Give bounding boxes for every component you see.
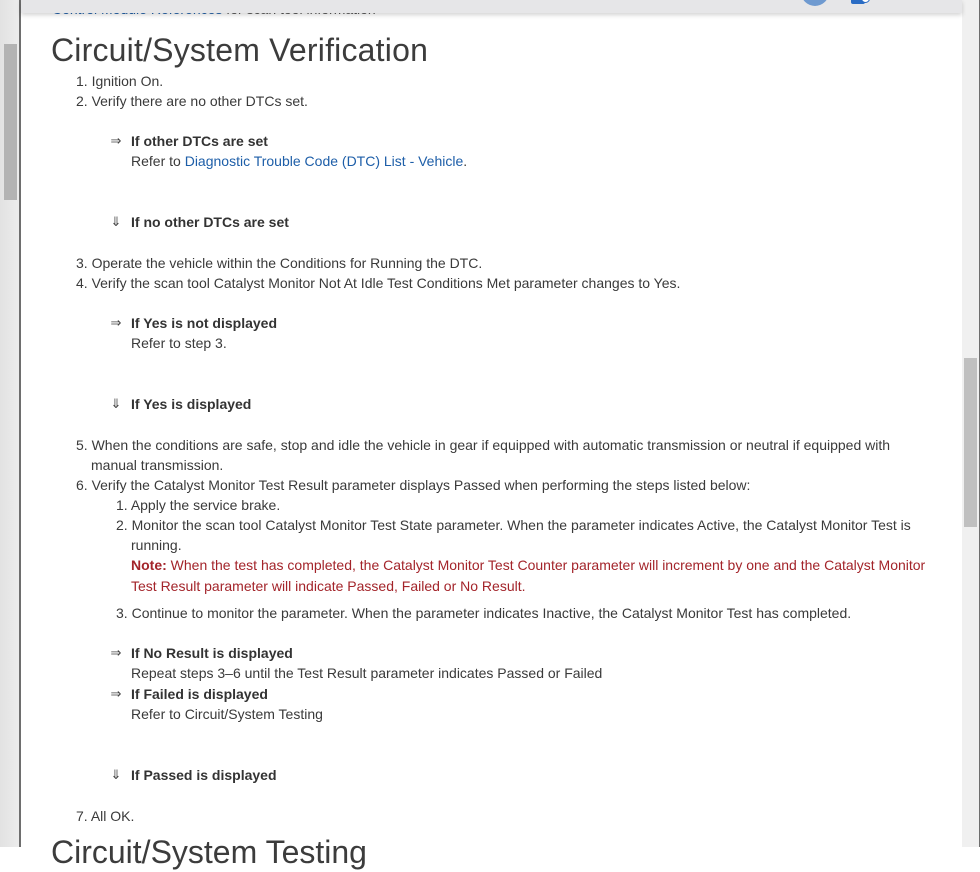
condition-prefix: Refer to [131,153,185,169]
top-header-bar [21,0,962,13]
step-7 [76,806,134,826]
condition-label: If Yes is not displayed [131,315,278,331]
condition-text: Refer to step 3. [131,335,227,351]
arrow-down-icon: ⇓ [110,396,122,411]
condition-label: If Failed is displayed [131,686,268,702]
arrow-down-icon: ⇓ [110,767,122,782]
step-number: 7. [76,808,88,824]
frame-border [19,0,21,847]
dtc-list-link[interactable]: Diagnostic Trouble Code (DTC) List - Vehicle [184,153,464,169]
substep-text: Monitor the scan tool Catalyst Monitor Test State parameter. When the parameter indicates Active, the Catalyst Monitor Test is [131,517,911,533]
condition-label: If other DTCs are set [131,133,268,149]
step-number: 3. [76,255,88,271]
condition-label: If No Result is displayed [131,645,293,661]
note-label: Note: [131,557,167,573]
step-5-continued [91,455,223,475]
section-title: Circuit/System Verification [51,32,429,68]
substep-number: 2. [116,517,128,533]
step-text: manual transmission. [91,457,224,473]
step-3 [76,253,482,273]
substep-2-continued [131,535,182,555]
arrow-down-icon: ⇓ [110,214,122,229]
step-4 [76,273,680,293]
condition-suffix: . [463,153,468,169]
note-text: When the test has completed, the Catalyst Monitor Test Counter parameter will increment by one and the Catalyst Monitor [166,557,926,573]
note-text: Test Result parameter will indicate Passed, Failed or No Result. [131,578,526,594]
condition-other-dtcs-set [110,131,468,171]
arrow-right-icon: ⇒ [110,686,122,701]
arrow-right-icon: ⇒ [110,645,122,660]
condition-yes-not-displayed [110,313,278,353]
step-text: When the conditions are safe, stop and idle the vehicle in gear if equipped with automatic transmission or neutral if equipped with [91,437,891,453]
condition-text: Refer to Circuit/System Testing [131,706,323,722]
substep-text: Continue to monitor the parameter. When the parameter indicates Inactive, the Catalyst Monitor Test has completed. [131,605,852,621]
main-content [51,30,951,70]
step-2 [76,91,308,111]
notification-icon[interactable] [851,0,865,4]
step-text: Ignition On. [91,73,164,89]
substep-text: running. [131,537,182,553]
note-continued [131,576,526,596]
note [131,555,925,575]
condition-label: If Passed is displayed [131,767,277,783]
next-section-title: Circuit/System Testing [51,834,367,870]
step-5 [76,435,890,455]
substep-number: 3. [116,605,128,621]
step-number: 4. [76,275,88,291]
arrow-right-icon: ⇒ [110,133,122,148]
substep-2 [116,515,911,535]
step-text: Verify there are no other DTCs set. [91,93,308,109]
step-text: Operate the vehicle within the Conditions for Running the DTC. [91,255,483,271]
step-text: Verify the scan tool Catalyst Monitor Not At Idle Test Conditions Met parameter changes to Yes. [91,275,681,291]
arrow-right-icon: ⇒ [110,315,122,330]
condition-yes-displayed [110,394,252,414]
condition-no-result [110,643,603,683]
step-text: All OK. [90,808,135,824]
step-number: 1. [76,73,88,89]
right-scrollbar-thumb[interactable] [964,358,977,527]
step-number: 5. [76,437,88,453]
condition-text: Repeat steps 3–6 until the Test Result parameter indicates Passed or Failed [131,665,603,681]
step-1 [76,71,163,91]
condition-passed [110,765,277,785]
step-text: Verify the Catalyst Monitor Test Result parameter displays Passed when performing the steps listed below: [91,477,751,493]
substep-number: 1. [116,497,128,513]
substep-1 [116,495,280,515]
substep-3 [116,603,851,623]
condition-no-other-dtcs [110,212,289,232]
step-number: 2. [76,93,88,109]
step-6 [76,475,750,495]
condition-failed [110,684,323,724]
user-avatar-icon[interactable] [801,0,829,6]
step-number: 6. [76,477,88,493]
substep-text: Apply the service brake. [130,497,281,513]
condition-label: If no other DTCs are set [131,214,289,230]
condition-label: If Yes is displayed [131,396,252,412]
left-scrollbar-thumb[interactable] [4,44,17,200]
